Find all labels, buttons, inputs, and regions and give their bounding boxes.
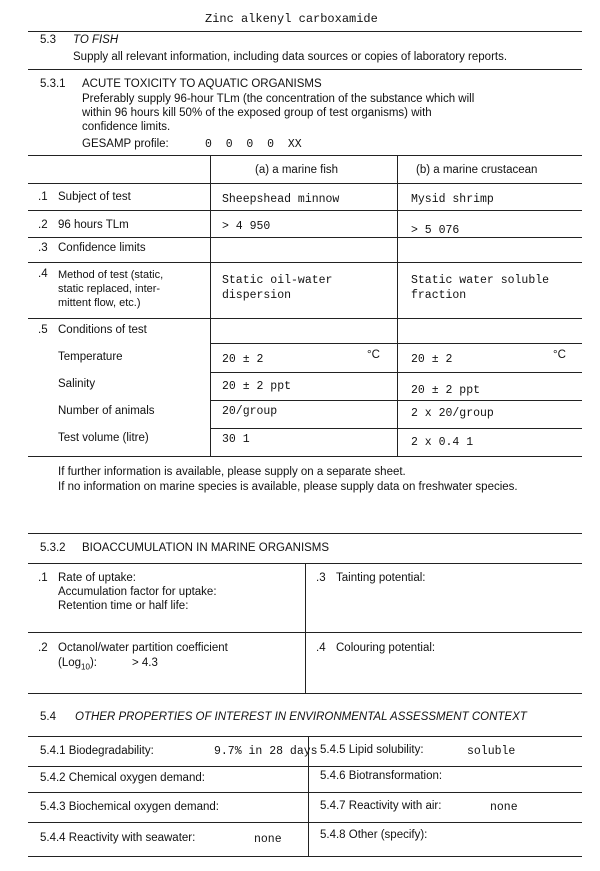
temperature-a-unit: °C [367,349,380,361]
bio-2-log-label: (Log$_{10}$): [58,657,97,672]
tox-col-a-header: (a) a marine fish [255,164,339,176]
section-5-3-1-desc-2: within 96 hours kill 50% of the exposed group of test organisms) with [82,107,432,119]
tox-row-2-b: > 5 076 [411,224,460,237]
tox-row-4-a-1: Static oil-water [222,274,333,287]
prop-5-4-8-label: 5.4.8 Other (specify): [320,829,428,841]
animals-a: 20/group [222,405,278,418]
tox-rule-8 [210,400,582,401]
props-rule-3 [28,822,582,823]
tox-row-1-label: Subject of test [58,191,131,203]
rule-5-3 [28,69,582,70]
tox-table-bottom [28,456,582,457]
bio-3-num: .3 [316,572,326,584]
tox-rule-1 [28,183,582,184]
tox-rule-9 [210,428,582,429]
animals-label: Number of animals [58,405,155,417]
prop-5-4-1-value: 9.7% in 28 days [214,745,318,758]
tox-row-5-num: .5 [38,324,48,336]
tox-rule-7 [210,372,582,373]
substance-title: Zinc alkenyl carboxamide [205,12,378,26]
tox-table-top [28,155,582,156]
gesamp-label: GESAMP profile: [82,138,169,150]
tox-row-1-b: Mysid shrimp [411,193,494,206]
tox-row-2-num: .2 [38,219,48,231]
volume-a: 30 1 [222,433,250,446]
salinity-a: 20 ± 2 ppt [222,380,292,393]
temperature-b-unit: °C [553,349,566,361]
bio-2-value: > 4.3 [132,657,158,669]
bio-2-line-1: Octanol/water partition coefficient [58,642,228,654]
temperature-a: 20 ± 2 [222,353,264,366]
tox-row-2-a: > 4 950 [222,220,271,233]
tox-row-1-a: Sheepshead minnow [222,193,340,206]
prop-5-4-2-label: 5.4.2 Chemical oxygen demand: [40,772,205,784]
tox-rule-6 [210,343,582,344]
bio-divider [305,563,306,693]
tox-col-b-divider [397,155,398,456]
tox-row-3-num: .3 [38,242,48,254]
section-5-3-2-title: BIOACCUMULATION IN MARINE ORGANISMS [82,542,330,554]
prop-5-4-7-value: none [490,801,518,814]
tox-row-4-label-3: mittent flow, etc.) [58,297,141,309]
tox-rule-2 [28,210,582,211]
rule-5-3-2-top [28,533,582,534]
tox-footnote-2: If no information on marine species is available, please supply data on freshwater species. [58,481,518,493]
bio-1-num: .1 [38,572,48,584]
bio-table-bottom [28,693,582,694]
tox-row-4-label-2: static replaced, inter- [58,283,161,295]
section-5-3-1-title: ACUTE TOXICITY TO AQUATIC ORGANISMS [82,78,322,90]
tox-row-4-a-2: dispersion [222,289,292,302]
salinity-label: Salinity [58,378,96,390]
salinity-b: 20 ± 2 ppt [411,384,481,397]
bio-3-label: Tainting potential: [336,572,426,584]
section-5-3-number: 5.3 [40,34,56,46]
section-5-3-2-number: 5.3.2 [40,542,66,554]
bio-1-line-3: Retention time or half life: [58,600,189,612]
header-rule [28,31,582,32]
tox-rule-3 [28,237,582,238]
tox-row-4-b-2: fraction [411,289,467,302]
section-5-4-number: 5.4 [40,711,56,723]
prop-5-4-1-label: 5.4.1 Biodegradability: [40,745,154,757]
prop-5-4-4-value: none [254,833,282,846]
gesamp-value: 0 0 0 0 XX [205,138,302,151]
section-5-3-1-desc-1: Preferably supply 96-hour TLm (the concentration of the substance which will [82,93,475,105]
props-table-top [28,736,582,737]
tox-rule-5 [28,318,582,319]
tox-footnote-1: If further information is available, please supply on a separate sheet. [58,466,406,478]
prop-5-4-4-label: 5.4.4 Reactivity with seawater: [40,832,196,844]
animals-b: 2 x 20/group [411,407,494,420]
bio-4-num: .4 [316,642,326,654]
section-5-3-title: TO FISH [73,34,119,46]
temperature-b: 20 ± 2 [411,353,453,366]
volume-label: Test volume (litre) [58,432,149,444]
prop-5-4-3-label: 5.4.3 Biochemical oxygen demand: [40,801,219,813]
temperature-label: Temperature [58,351,123,363]
bio-1-line-1: Rate of uptake: [58,572,136,584]
props-rule-2 [28,792,582,793]
tox-row-3-label: Confidence limits [58,242,146,254]
section-5-3-1-number: 5.3.1 [40,78,66,90]
tox-row-4-label-1: Method of test (static, [58,269,164,281]
prop-5-4-6-label: 5.4.6 Biotransformation: [320,770,443,782]
tox-row-4-num: .4 [38,268,48,280]
bio-2-num: .2 [38,642,48,654]
prop-5-4-5-label: 5.4.5 Lipid solubility: [320,744,424,756]
tox-row-5-label: Conditions of test [58,324,147,336]
bio-rule-mid [28,632,582,633]
tox-row-1-num: .1 [38,191,48,203]
section-5-3-note: Supply all relevant information, including data sources or copies of laboratory reports. [73,51,508,63]
tox-row-2-label: 96 hours TLm [58,219,129,231]
section-5-3-1-desc-3: confidence limits. [82,121,171,133]
bio-1-line-2: Accumulation factor for uptake: [58,586,217,598]
props-table-bottom [28,856,582,857]
tox-row-4-b-1: Static water soluble [411,274,550,287]
prop-5-4-5-value: soluble [467,745,516,758]
tox-col-b-header: (b) a marine crustacean [416,164,538,176]
bio-4-label: Colouring potential: [336,642,436,654]
prop-5-4-7-label: 5.4.7 Reactivity with air: [320,800,442,812]
tox-rule-4 [28,262,582,263]
tox-col-a-divider [210,155,211,456]
section-5-4-title: OTHER PROPERTIES OF INTEREST IN ENVIRONMENTAL ASSESSMENT CONTEXT [75,711,527,723]
props-rule-1 [28,766,582,767]
volume-b: 2 x 0.4 1 [411,436,474,449]
